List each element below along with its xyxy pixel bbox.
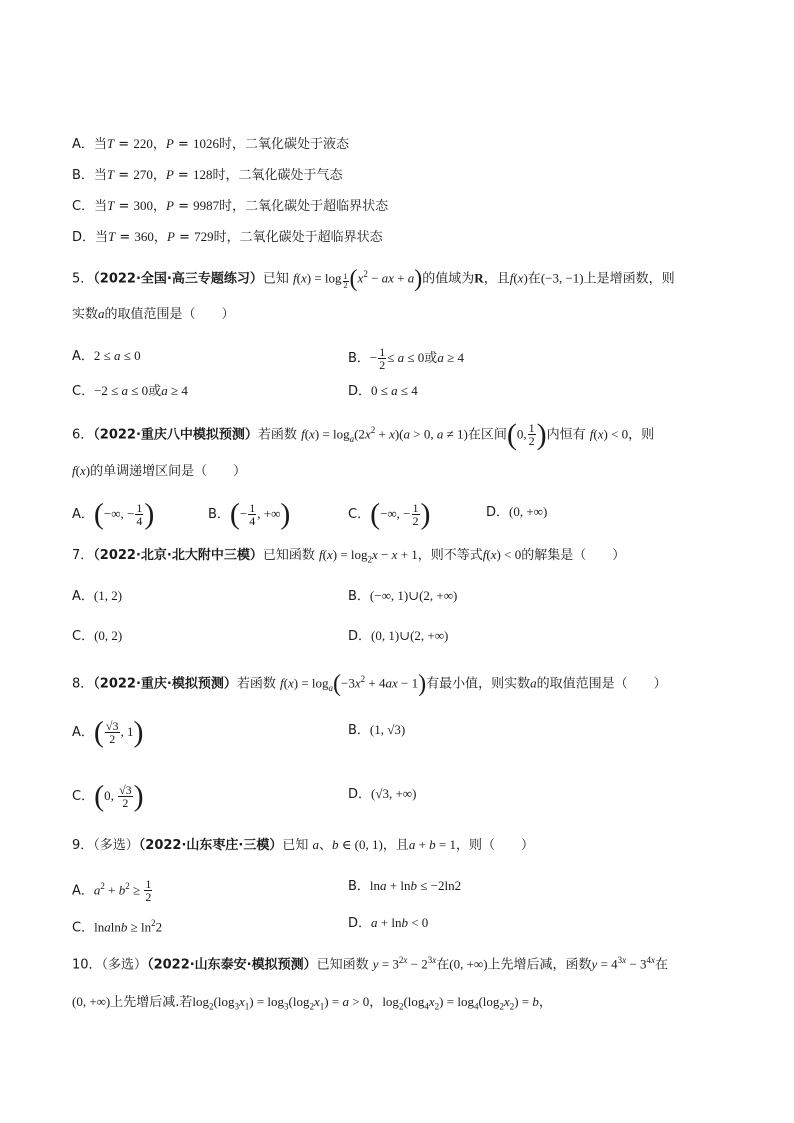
q7-option-b: B．(−∞, 1)∪(2, +∞)	[348, 588, 458, 604]
q10-stem: 10．（多选）（2022·山东泰安·模拟预测）已知函数 $y = 3^{2x} - 2^{3x}$在(0, +∞)上先增后减，函数$y = 4^{3x} - 3^{4x}$在	[72, 955, 669, 973]
q6-option-a: A．(−∞, − $\frac{1}{4}$ )	[72, 497, 155, 531]
q6-option-d: D．(0, +∞)	[486, 504, 548, 520]
q8-option-d: D．(√3, +∞)	[348, 786, 417, 802]
q6-option-c: C．(−∞, − $\frac{1}{2}$ )	[348, 497, 431, 531]
q7-option-d: D．(0, 1)∪(2, +∞)	[348, 628, 449, 644]
q9-option-c: C．$lnalnb \ge \ln^22$	[72, 918, 163, 936]
q4-option-b: B．当T = 270，P = 128时，二氧化碳处于气态	[72, 167, 343, 183]
q4-option-c: C．当T = 300，P = 9987时，二氧化碳处于超临界状态	[72, 198, 389, 214]
q5-option-d: D．0 ≤ a ≤ 4	[348, 383, 418, 399]
q6-stem: 6．（2022·重庆八中模拟预测）若函数 $f(x) = \log_a(2x^2 + x)(a > 0$, a ≠ 1)在区间(0, $\frac{1}{2}$ )内恒有 f(x) < 0，则	[72, 417, 655, 451]
q5-option-b: B．− $\frac{1}{2}$ ≤ a ≤ 0或a ≥ 4	[348, 345, 464, 372]
q6-stem-line2: f(x)的单调递增区间是（ ）	[72, 463, 247, 479]
q9-option-a: A．$a^2 + b^2$ ≥ $\frac{1}{2}$	[72, 877, 152, 905]
q5-stem: 5．（2022·全国·高三专题练习）已知 f(x) = log $\frac{1}{2}$ ($x^2$ − ax + a)的值域为R，且f(x)在(−3, −1)上是增函数，则	[72, 265, 675, 292]
q7-stem: 7．（2022·北京·北大附中三模）已知函数 $f(x) = \log_2x - x + 1$，则不等式f(x) < 0的解集是（ ）	[72, 547, 626, 565]
q8-stem: 8．（2022·重庆·模拟预测）若函数 $f(x) = \log_a(-3x^2 + 4ax - 1)$有最小值，则实数a的取值范围是（ ）	[72, 670, 667, 697]
q9-option-d: D．a + lnb < 0	[348, 915, 429, 931]
q4-option-d: D．当T = 360，P = 729时，二氧化碳处于超临界状态	[72, 229, 383, 245]
q5-option-c: C．−2 ≤ a ≤ 0或a ≥ 4	[72, 383, 188, 399]
q5-stem-line2: 实数a的取值范围是（ ）	[72, 306, 235, 322]
q5-option-a: A．2 ≤ a ≤ 0	[72, 348, 141, 364]
q8-option-c: C．(0, $\frac{√3}{2}$ )	[72, 779, 144, 813]
q9-option-b: B．lna + lnb ≤ −2ln2	[348, 878, 462, 894]
q8-option-a: A．( $\frac{√3}{2}$ , 1)	[72, 715, 144, 749]
q4-option-a: A．当T = 220，P = 1026时，二氧化碳处于液态	[72, 136, 349, 152]
q9-stem: 9．（多选）（2022·山东枣庄·三模）已知 a、b ∈ (0, 1)，且a + b = 1，则（ ）	[72, 837, 535, 853]
q7-option-a: A．(1, 2)	[72, 588, 123, 604]
q6-option-b: B．(− $\frac{1}{4}$ , +∞)	[208, 497, 291, 531]
q8-option-b: B．(1, √3)	[348, 722, 406, 738]
q10-stem-line2: (0, +∞)上先增后减.若$\log_2(\log_3x_1) = \log_3(\log_2x_1) = a > 0$，$\log_2(\log_4x_2) = \log_4(\log_2x_2) = b$，	[72, 994, 552, 1012]
q7-option-c: C．(0, 2)	[72, 628, 123, 644]
